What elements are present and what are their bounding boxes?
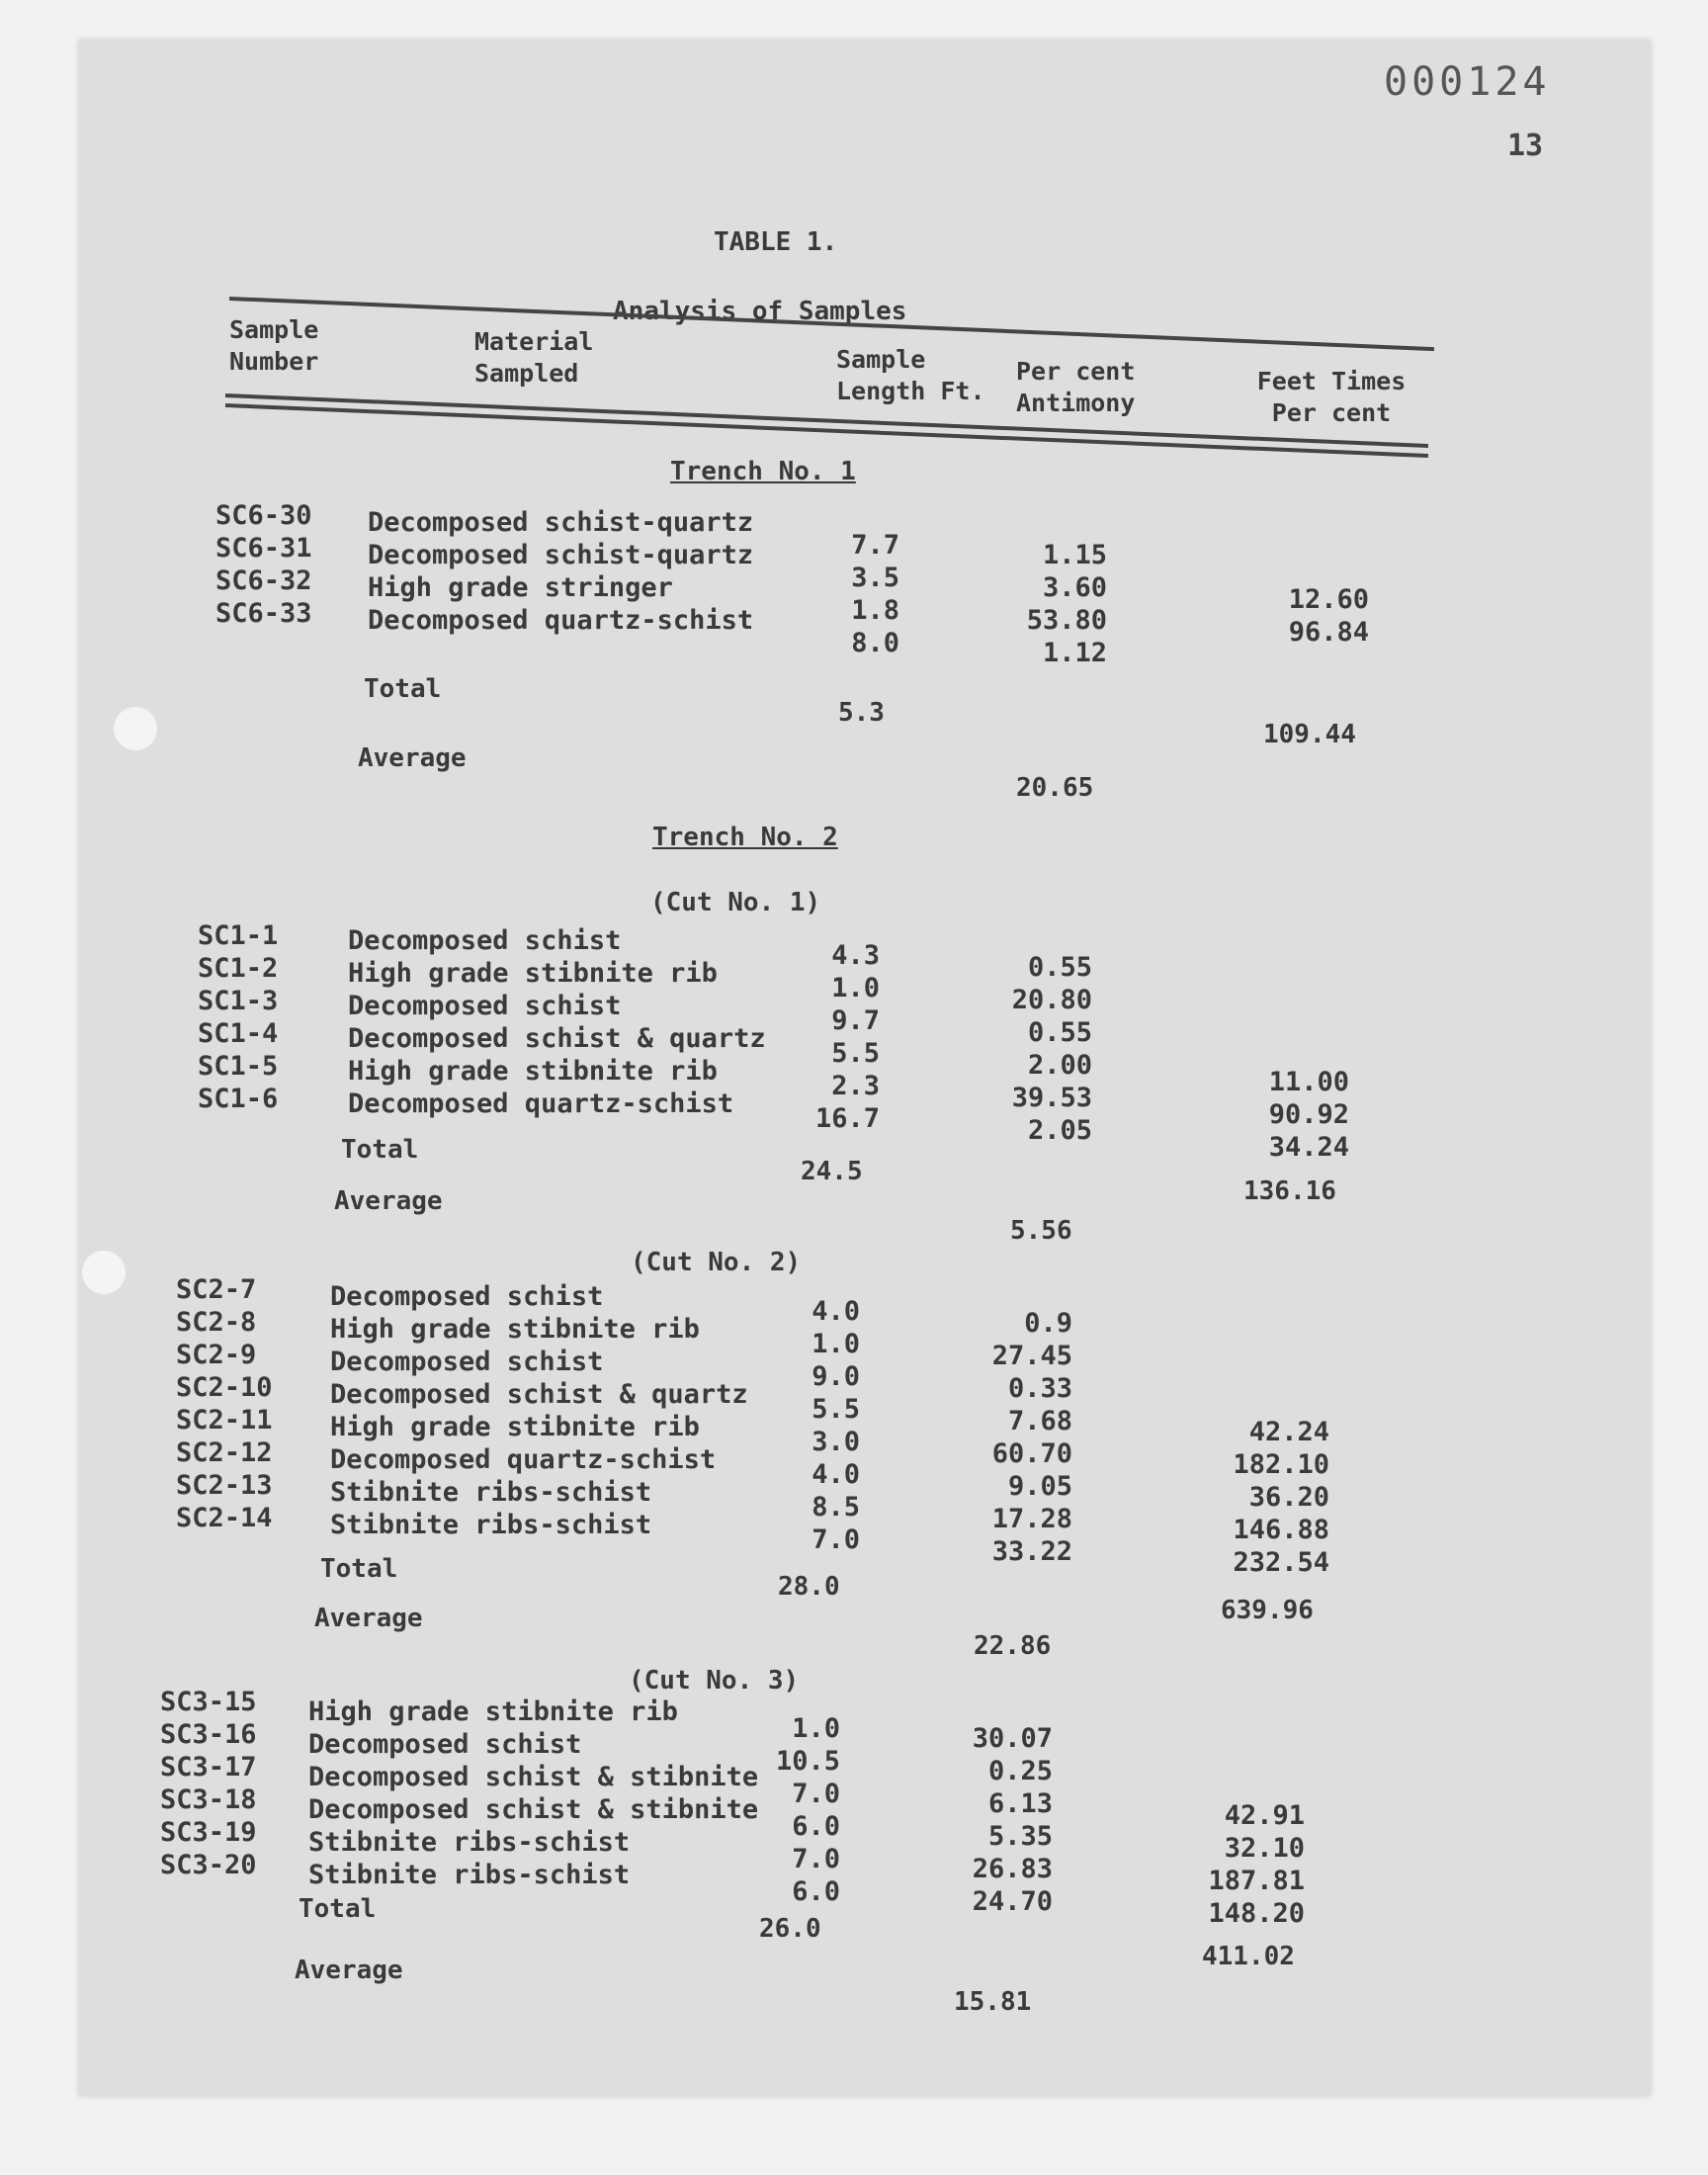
cut-1-material-list xyxy=(348,924,766,1120)
cut-3-percent-list xyxy=(949,1722,1053,1918)
sample-length: 5.5 xyxy=(811,1394,860,1425)
trench-2-title: Trench No. 2 xyxy=(652,823,838,852)
material-sampled: Decomposed schist xyxy=(348,991,622,1021)
cut-2-feet-times-list xyxy=(1211,1416,1329,1579)
feet-times-percent: 36.20 xyxy=(1248,1482,1329,1513)
cut-3-length-list xyxy=(761,1712,840,1908)
cut-2-sample-list xyxy=(176,1273,273,1534)
punch-hole xyxy=(82,1251,126,1294)
sample-number: SC2-8 xyxy=(176,1307,257,1338)
material-sampled: Stibnite ribs-schist xyxy=(308,1860,631,1890)
cut-2-average-percent: 22.86 xyxy=(974,1631,1052,1661)
trench-1-percent-list xyxy=(1008,539,1107,669)
cut-3-feet-times-list xyxy=(1186,1799,1305,1930)
trench-1-title: Trench No. 1 xyxy=(670,457,856,486)
feet-times-percent: 148.20 xyxy=(1208,1898,1305,1929)
sample-number: SC2-11 xyxy=(176,1405,273,1436)
document-id: 000124 xyxy=(1384,59,1551,105)
trench-1-material-list xyxy=(368,506,753,637)
material-sampled: Decomposed schist & quartz xyxy=(348,1023,766,1054)
cut-1-sample-list xyxy=(198,919,278,1115)
sample-length: 7.7 xyxy=(851,530,899,561)
material-sampled: Decomposed quartz-schist xyxy=(348,1088,734,1119)
percent-antimony: 0.9 xyxy=(1024,1308,1072,1339)
trench-1-sample-list xyxy=(215,499,312,630)
sample-number: SC1-1 xyxy=(198,920,279,951)
feet-times-percent: 34.24 xyxy=(1268,1132,1349,1163)
percent-antimony: 9.05 xyxy=(1007,1471,1072,1502)
sample-number: SC3-15 xyxy=(160,1687,257,1717)
sample-number: SC6-31 xyxy=(215,533,312,564)
sample-length: 3.0 xyxy=(811,1427,860,1457)
cut-2-total-length: 28.0 xyxy=(778,1572,840,1602)
header-sample-length: Sample Length Ft. xyxy=(836,345,985,405)
material-sampled: Decomposed quartz-schist xyxy=(330,1444,717,1475)
sample-number: SC1-2 xyxy=(198,953,279,984)
average-label: Average xyxy=(334,1186,443,1216)
page-number: 13 xyxy=(1507,129,1544,163)
material-sampled: Decomposed quartz-schist xyxy=(368,605,754,636)
feet-times-percent: 146.88 xyxy=(1233,1515,1329,1545)
material-sampled: Decomposed schist & quartz xyxy=(330,1379,748,1410)
sample-number: SC2-13 xyxy=(176,1470,273,1501)
sample-length: 9.7 xyxy=(831,1005,880,1036)
trench-1-total-length: 5.3 xyxy=(838,698,885,728)
sample-number: SC1-4 xyxy=(198,1018,279,1049)
sample-length: 4.3 xyxy=(831,940,880,971)
cut-3-total-feet-times: 411.02 xyxy=(1202,1942,1295,1971)
material-sampled: High grade stringer xyxy=(368,572,673,603)
percent-antimony: 53.80 xyxy=(1026,605,1107,636)
cut-1-total-feet-times: 136.16 xyxy=(1243,1176,1336,1206)
feet-times-percent: 90.92 xyxy=(1268,1099,1349,1130)
sample-length: 9.0 xyxy=(811,1361,860,1392)
sample-length: 8.5 xyxy=(811,1492,860,1522)
sample-number: SC2-7 xyxy=(176,1274,257,1305)
percent-antimony: 7.68 xyxy=(1007,1406,1072,1436)
material-sampled: High grade stibnite rib xyxy=(330,1314,700,1345)
total-label: Total xyxy=(320,1554,398,1584)
cut-1-length-list xyxy=(791,939,880,1135)
percent-antimony: 39.53 xyxy=(1011,1083,1092,1113)
sample-length: 1.0 xyxy=(811,1329,860,1359)
percent-antimony: 27.45 xyxy=(991,1341,1072,1371)
feet-times-percent: 42.24 xyxy=(1248,1417,1329,1447)
sample-length: 7.0 xyxy=(792,1844,840,1874)
total-label: Total xyxy=(364,674,442,704)
material-sampled: High grade stibnite rib xyxy=(330,1412,700,1442)
trench-1-total-feet-times: 109.44 xyxy=(1263,720,1356,749)
percent-antimony: 0.33 xyxy=(1007,1373,1072,1404)
sample-number: SC6-32 xyxy=(215,566,312,596)
sample-number: SC3-19 xyxy=(160,1817,257,1848)
sample-length: 16.7 xyxy=(814,1103,880,1134)
average-label: Average xyxy=(295,1956,403,1985)
sample-length: 3.5 xyxy=(851,563,899,593)
sample-length: 1.8 xyxy=(851,595,899,626)
percent-antimony: 30.07 xyxy=(972,1723,1053,1754)
material-sampled: Stibnite ribs-schist xyxy=(308,1827,631,1858)
percent-antimony: 0.55 xyxy=(1027,952,1092,983)
percent-antimony: 2.05 xyxy=(1027,1115,1092,1146)
cut-3-sample-list xyxy=(160,1686,257,1881)
cut-3-material-list xyxy=(308,1696,758,1891)
sample-length: 1.0 xyxy=(792,1713,840,1744)
table-title: TABLE 1. xyxy=(714,227,838,257)
cut-2-total-feet-times: 639.96 xyxy=(1221,1596,1314,1625)
material-sampled: Decomposed schist & stibnite xyxy=(308,1762,759,1792)
material-sampled: Decomposed schist xyxy=(330,1347,604,1377)
trench-1-average-percent: 20.65 xyxy=(1016,773,1094,803)
sample-number: SC3-20 xyxy=(160,1850,257,1880)
percent-antimony: 20.80 xyxy=(1011,985,1092,1015)
sample-number: SC2-14 xyxy=(176,1503,273,1533)
cut-2-percent-list xyxy=(969,1307,1072,1568)
material-sampled: High grade stibnite rib xyxy=(348,958,718,989)
trench-1-length-list xyxy=(820,529,899,659)
sample-length: 4.0 xyxy=(811,1296,860,1327)
sample-number: SC1-5 xyxy=(198,1051,279,1082)
sample-length: 7.0 xyxy=(792,1779,840,1809)
sample-number: SC3-16 xyxy=(160,1719,257,1750)
percent-antimony: 26.83 xyxy=(972,1854,1053,1884)
feet-times-percent: 187.81 xyxy=(1208,1866,1305,1896)
sample-number: SC6-33 xyxy=(215,598,312,629)
feet-times-percent: 96.84 xyxy=(1288,617,1369,648)
material-sampled: Decomposed schist-quartz xyxy=(368,540,754,570)
sample-number: SC3-17 xyxy=(160,1752,257,1783)
percent-antimony: 0.55 xyxy=(1027,1017,1092,1048)
trench-1-feet-times-list xyxy=(1255,583,1369,649)
feet-times-percent: 12.60 xyxy=(1288,584,1369,615)
sample-length: 10.5 xyxy=(775,1746,840,1777)
percent-antimony: 60.70 xyxy=(991,1438,1072,1469)
header-sample-number: Sample Number xyxy=(229,315,319,376)
material-sampled: High grade stibnite rib xyxy=(348,1056,718,1087)
feet-times-percent: 42.91 xyxy=(1224,1800,1305,1831)
cut-2-length-list xyxy=(781,1295,860,1556)
punch-hole xyxy=(114,707,157,750)
cut-1-average-percent: 5.56 xyxy=(1010,1216,1072,1246)
sample-length: 5.5 xyxy=(831,1038,880,1069)
sample-number: SC1-3 xyxy=(198,986,279,1016)
table-subtitle: Analysis of Samples xyxy=(613,297,907,326)
total-label: Total xyxy=(299,1894,377,1924)
percent-antimony: 24.70 xyxy=(972,1886,1053,1917)
cut-1-total-length: 24.5 xyxy=(801,1157,863,1186)
cut-1-percent-list xyxy=(988,951,1092,1147)
sample-length: 6.0 xyxy=(792,1811,840,1842)
material-sampled: Decomposed schist xyxy=(330,1281,604,1312)
cut-1-title: (Cut No. 1) xyxy=(650,888,821,917)
material-sampled: Stibnite ribs-schist xyxy=(330,1510,652,1540)
sample-number: SC2-10 xyxy=(176,1372,273,1403)
percent-antimony: 2.00 xyxy=(1027,1050,1092,1081)
percent-antimony: 33.22 xyxy=(991,1536,1072,1567)
sample-number: SC2-9 xyxy=(176,1340,257,1370)
cut-3-average-percent: 15.81 xyxy=(954,1987,1032,2017)
sample-number: SC2-12 xyxy=(176,1437,273,1468)
sample-length: 2.3 xyxy=(831,1071,880,1101)
percent-antimony: 1.12 xyxy=(1042,638,1107,668)
sample-number: SC1-6 xyxy=(198,1084,279,1114)
material-sampled: High grade stibnite rib xyxy=(308,1696,678,1727)
sample-number: SC3-18 xyxy=(160,1784,257,1815)
material-sampled: Decomposed schist xyxy=(348,925,622,956)
percent-antimony: 1.15 xyxy=(1042,540,1107,570)
percent-antimony: 5.35 xyxy=(987,1821,1053,1852)
feet-times-percent: 182.10 xyxy=(1233,1449,1329,1480)
average-label: Average xyxy=(358,743,467,773)
sample-length: 1.0 xyxy=(831,973,880,1003)
cut-2-material-list xyxy=(330,1280,748,1541)
percent-antimony: 17.28 xyxy=(991,1504,1072,1534)
feet-times-percent: 32.10 xyxy=(1224,1833,1305,1864)
material-sampled: Stibnite ribs-schist xyxy=(330,1477,652,1508)
average-label: Average xyxy=(314,1604,423,1633)
sample-length: 6.0 xyxy=(792,1876,840,1907)
percent-antimony: 0.25 xyxy=(987,1756,1053,1786)
material-sampled: Decomposed schist-quartz xyxy=(368,507,754,538)
sample-length: 4.0 xyxy=(811,1459,860,1490)
feet-times-percent: 11.00 xyxy=(1268,1067,1349,1097)
header-material-sampled: Material Sampled xyxy=(474,327,594,388)
material-sampled: Decomposed schist & stibnite xyxy=(308,1794,759,1825)
header-feet-times-percent: Feet Times Per cent xyxy=(1256,367,1407,427)
sample-number: SC6-30 xyxy=(215,500,312,531)
cut-3-title: (Cut No. 3) xyxy=(629,1666,800,1696)
feet-times-percent: 232.54 xyxy=(1233,1547,1329,1578)
header-percent-antimony: Per cent Antimony xyxy=(1016,357,1136,417)
cut-1-feet-times-list xyxy=(1236,1066,1349,1164)
material-sampled: Decomposed schist xyxy=(308,1729,582,1760)
cut-3-total-length: 26.0 xyxy=(759,1914,821,1944)
sample-length: 7.0 xyxy=(811,1524,860,1555)
percent-antimony: 6.13 xyxy=(987,1788,1053,1819)
cut-2-title: (Cut No. 2) xyxy=(631,1248,802,1277)
percent-antimony: 3.60 xyxy=(1042,572,1107,603)
sample-length: 8.0 xyxy=(851,628,899,658)
total-label: Total xyxy=(341,1135,419,1165)
